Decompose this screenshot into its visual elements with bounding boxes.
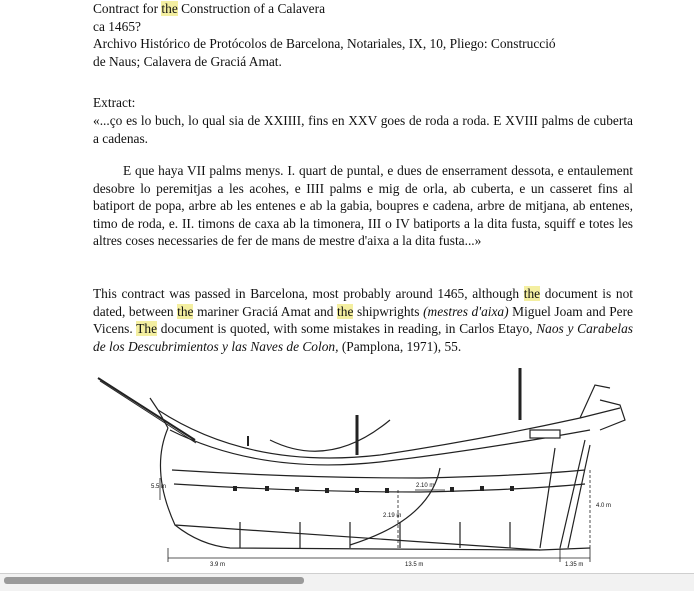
extract-quote-1: «...ço es lo buch, lo qual sia de XXIIII, fins en XXV goes de roda a roda. E XVIII palms de cuberta a cadenas. (93, 113, 633, 146)
archive-reference-line1: Archivo Histórico de Protócolos de Barcelona, Notariales, IX, 10, Pliego: Construcció (93, 36, 556, 51)
dimension-label: 2.19 m (383, 513, 402, 519)
header-date: ca 1465? (93, 18, 141, 34)
commentary-paragraph: This contract was passed in Barcelona, most probably around 1465, although the document is not dated, between the mariner Graciá Amat and the shipwrights (mestres d'aixa) Miguel Joam and Pere Vicens. The document is quoted, with some mistakes in reading, in Carlos Etayo, Naos y Carabelas de los Descubrimientos y las Naves de Colon, (Pamplona, 1971), 55. (93, 286, 634, 354)
extract-heading: Extract: (93, 95, 136, 110)
dimension-label: 2.10 m (416, 483, 435, 489)
search-highlight: the (337, 303, 354, 319)
dimension-label: 5.5 m (151, 484, 167, 490)
search-highlight: the (523, 286, 541, 301)
extract-quote-2: E que haya VII palms menys. I. quart de puntal, e dues de enserrament dessota, e entaulement desobre lo peremitjas a les acohes, e IIII palms e mig de orla, ab cuberta, e un casseret fins al batiport de popa, arbre ab les entenes e ab la gabia, boupres e cadena, arbre de mitjana, ab entenes, timo de roda, e. II. timons de caxa ab la timonera, III o IV batiports a la dita fusta, squiff e totes les altres coses necessaries de fer de mans de mestre d'aixa a la dita fusta...» (93, 163, 633, 248)
dimension-label: 3.9 m (210, 562, 226, 568)
dimension-label: 13.5 m (405, 562, 424, 568)
dimension-label: 1.35 m (565, 562, 584, 568)
search-highlight: the (177, 303, 194, 319)
dimension-label: 4.0 m (596, 503, 612, 509)
header-title: Contract for the Construction of a Calavera (93, 1, 326, 16)
search-highlight: The (136, 321, 158, 336)
search-highlight: the (161, 1, 178, 16)
archive-reference-line2: de Naus; Calavera de Graciá Amat. (93, 53, 282, 69)
scrollbar-thumb[interactable] (4, 577, 304, 584)
